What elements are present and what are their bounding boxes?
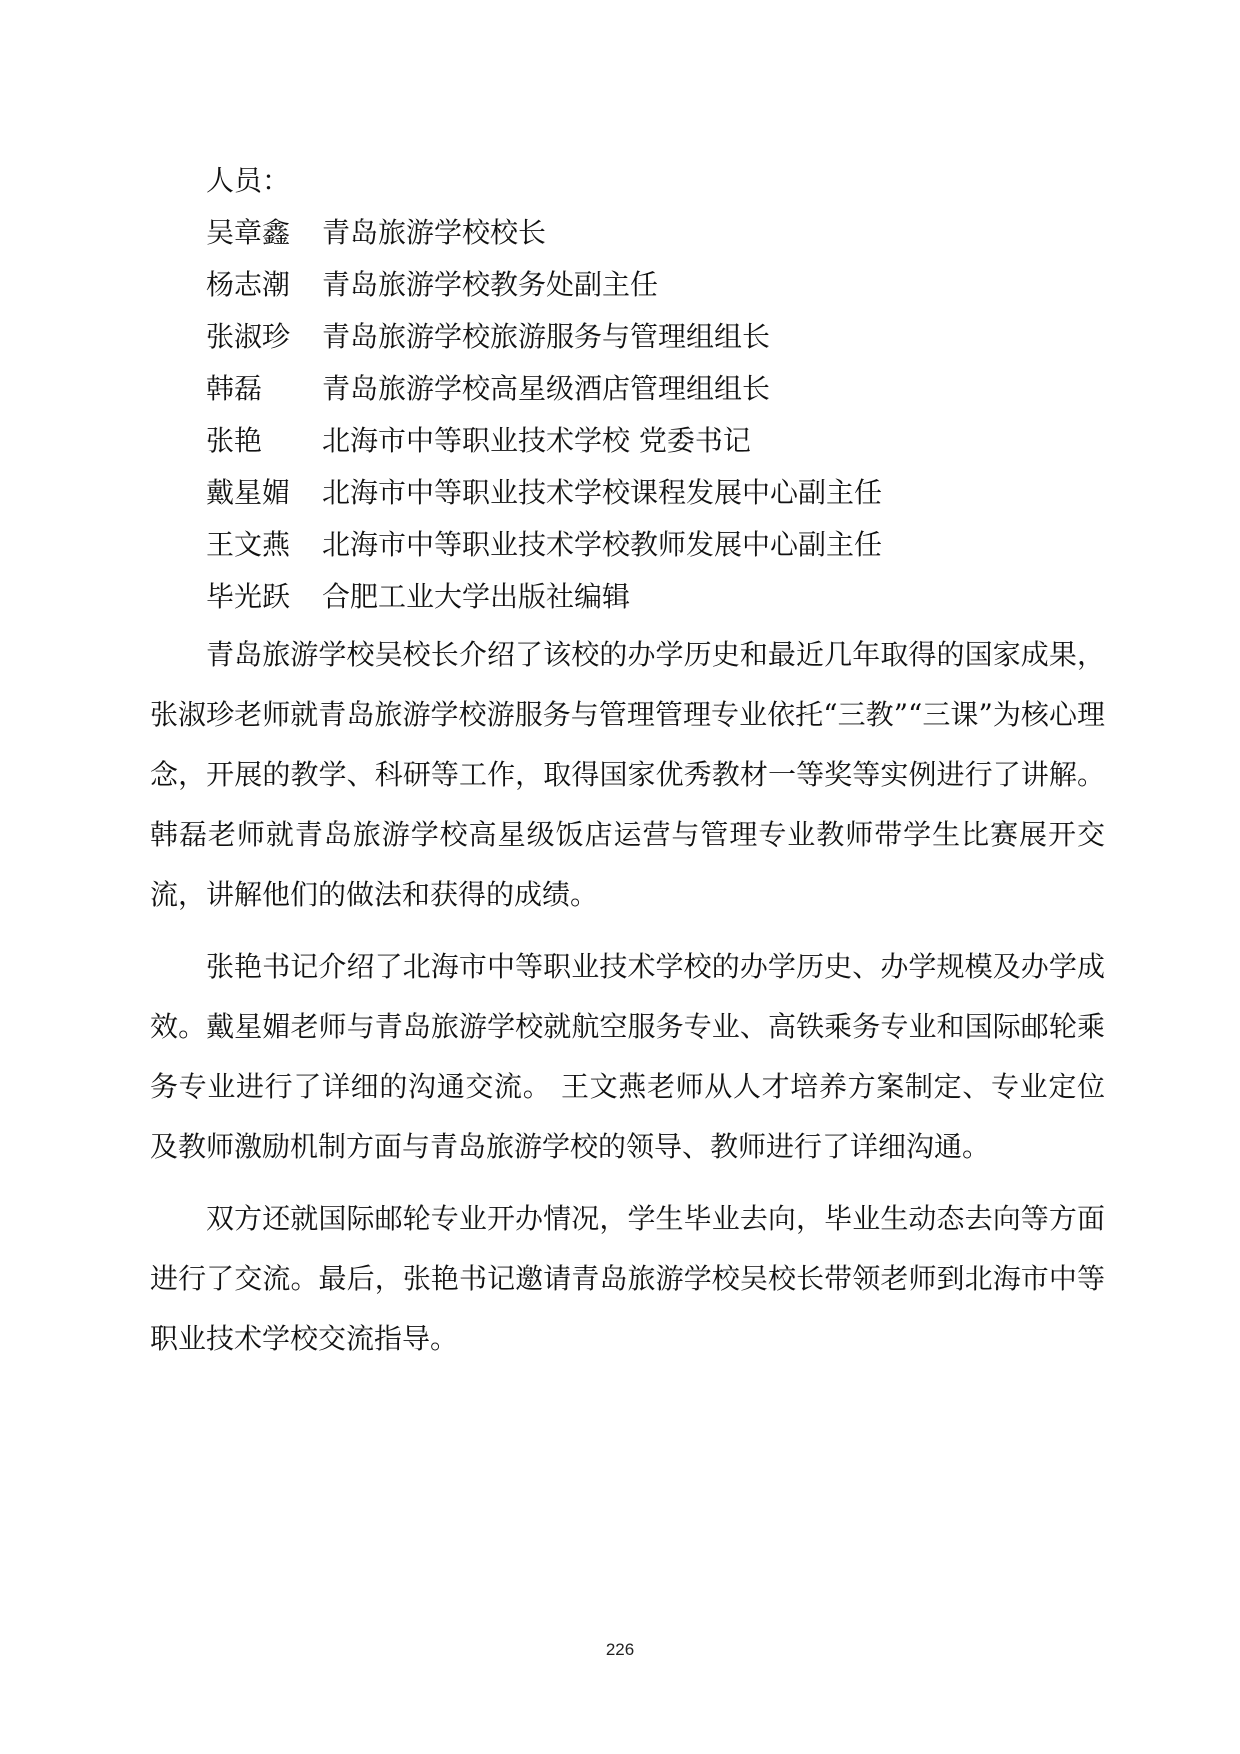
staff-name: 张淑珍 <box>206 320 291 353</box>
staff-row <box>206 259 1105 311</box>
staff-row <box>206 207 1105 259</box>
staff-role: 青岛旅游学校教务处副主任 <box>322 268 659 301</box>
staff-role: 北海市中等职业技术学校课程发展中心副主任 <box>322 476 883 509</box>
staff-row <box>206 571 1105 623</box>
page-number: 226 <box>605 1640 635 1659</box>
staff-name: 王文燕 <box>206 528 291 561</box>
staff-name: 毕光跃 <box>206 580 291 613</box>
staff-name: 张艳 <box>206 424 263 457</box>
staff-name: 戴星媚 <box>206 476 291 509</box>
staff-row <box>206 363 1105 415</box>
staff-row <box>206 467 1105 519</box>
staff-role: 北海市中等职业技术学校教师发展中心副主任 <box>322 528 883 561</box>
staff-row <box>206 415 1105 467</box>
staff-role: 北海市中等职业技术学校 党委书记 <box>322 424 751 457</box>
body-paragraph: 张艳书记介绍了北海市中等职业技术学校的办学历史、办学规模及办学成效。戴星媚老师与青岛旅游学校就航空服务专业、高铁乘务专业和国际邮轮乘务专业进行了详细的沟通交流。 王文燕老师从人才培养方案制定、专业定位及教师激励机制方面与青岛旅游学校的领导、教师进行了详细沟通。 <box>150 950 1105 1163</box>
personnel-heading: 人员： <box>206 164 291 197</box>
body-paragraph: 青岛旅游学校吴校长介绍了该校的办学历史和最近几年取得的国家成果，张淑珍老师就青岛旅游学校游服务与管理管理专业依托“三教”“三课”为核心理念，开展的教学、科研等工作，取得国家优秀教材一等奖等实例进行了讲解。韩磊老师就青岛旅游学校高星级饭店运营与管理专业教师带学生比赛展开交流，讲解他们的做法和获得的成绩。 <box>150 638 1105 911</box>
staff-row <box>206 311 1105 363</box>
staff-name: 吴章鑫 <box>206 216 291 249</box>
staff-role: 青岛旅游学校高星级酒店管理组组长 <box>322 372 771 405</box>
staff-role: 合肥工业大学出版社编辑 <box>322 580 631 613</box>
body-paragraph: 双方还就国际邮轮专业开办情况，学生毕业去向，毕业生动态去向等方面进行了交流。最后，张艳书记邀请青岛旅游学校吴校长带领老师到北海市中等职业技术学校交流指导。 <box>150 1202 1105 1355</box>
staff-name: 韩磊 <box>206 372 263 405</box>
staff-role: 青岛旅游学校旅游服务与管理组组长 <box>322 320 771 353</box>
staff-name: 杨志潮 <box>206 268 291 301</box>
staff-list <box>150 207 1105 623</box>
staff-row <box>206 519 1105 571</box>
staff-role: 青岛旅游学校校长 <box>322 216 547 249</box>
page-content <box>150 155 1105 1369</box>
